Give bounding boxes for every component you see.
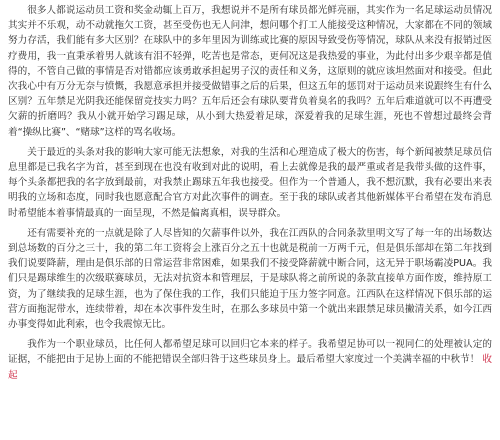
paragraph-media-impact: 关于最近的头条对我的影响大家可能无法想象，对我的生活和心理造成了极大的伤害，每个新闻被禁足球员信息里都是已我名字为首，甚至到现在也没有收到对此的说明，看上去就像是我的最严重或者是我带头做的这件事，每个头条都把我的名字放到最前，对我禁止踢球五年我也接受。但作为一个普通人，我不想沉默，我有必要出来表明我的立场和态度，同时我也愿意配合官方对此次事件的调查。至于我的球队或者其他新媒体平台希望在发布消息时希望能本着事情最真的一面呈现，不然是偏离真相，误导群众。: [8, 146, 492, 219]
article-body: [8, 3, 492, 383]
paragraph-closing: [8, 337, 492, 383]
paragraph-salary-and-penalty: 很多人都说运动员工资和奖金动辄上百万，我想说并不是所有球员都光鲜亮丽，其实作为一名足球运动员情况其实并不乐观，动不动就拖欠工资，甚至受伤也无人问津，想问哪个打工人能接受这种情况，大家都在不同的领域努力存活，我们能有多大区别？在球队中的多年里因为训练或比赛的原因导致受伤等情况，球队从来没有报销过医疗费用，我一直秉承着男人就该有泪不轻弹，吃苦也是常态，更何况这是我热爱的事业，为此付出多少艰辛都是值得的，不管自己做的事情是否对错都应该勇敢承担起男子汉的责任和义务，这原则的就应该坦然面对和接受。但此次我心中有万分无奈与愤慨，我愿意承担并接受做错事之后的后果，但这五年的惩罚对于运动员来说跟终生有什么区别？五年禁足光阴我还能保留竞技实力吗？五年后还会有球队要背负着臭名的我吗？五年后难道就可以不再遭受欠薪的折磨吗？我从小就开始学习踢足球，从小到大热爱着足球，深爱着我的足球生涯，死也不曾想过最终会背着“操纵比赛”、“赌球”这样的骂名收场。: [8, 5, 492, 138]
paragraph-contract-terms: 还有需要补充的一点就是除了人尽皆知的欠薪事件以外，我在江西队的合同条款里明文写了每一年的出场数达到总场数的百分之三十，我的第二年工资将会上涨百分之五十也就是税前一万两千元，但是俱乐部却在第二年找到我们说要降薪，理由是俱乐部的日常运营非常困难，如果我们不接受降薪就中断合同，这无异于职场霸凌PUA。我们只是踢球维生的次级联赛球员，无法对抗资本和管理层，于是球队将之前所说的条款直接单方面作废，维持原工资，为了继续我的足球生涯，也为了保住我的工作，我们只能迫于压力签字同意。江西队在这样情况下俱乐部的运营方面拖泥带水，连续带着，却在本次事件发生时，在那么多球员中第一个就出来跟禁足球员撇清关系，如今江西办事变得如此利索，也令我震惊无比。: [8, 227, 492, 331]
closing-text: 我作为一个职业球员，比任何人都希望足球可以回归它本来的样子。我希望足协可以一视同仁的处理被认定的证据，不能把由于足协上面的不能把错误全部归咎于这些球员身上。最后希望大家度过一个美满幸福的中秋节！: [8, 339, 492, 366]
collapse-link[interactable]: 收起: [8, 354, 492, 381]
